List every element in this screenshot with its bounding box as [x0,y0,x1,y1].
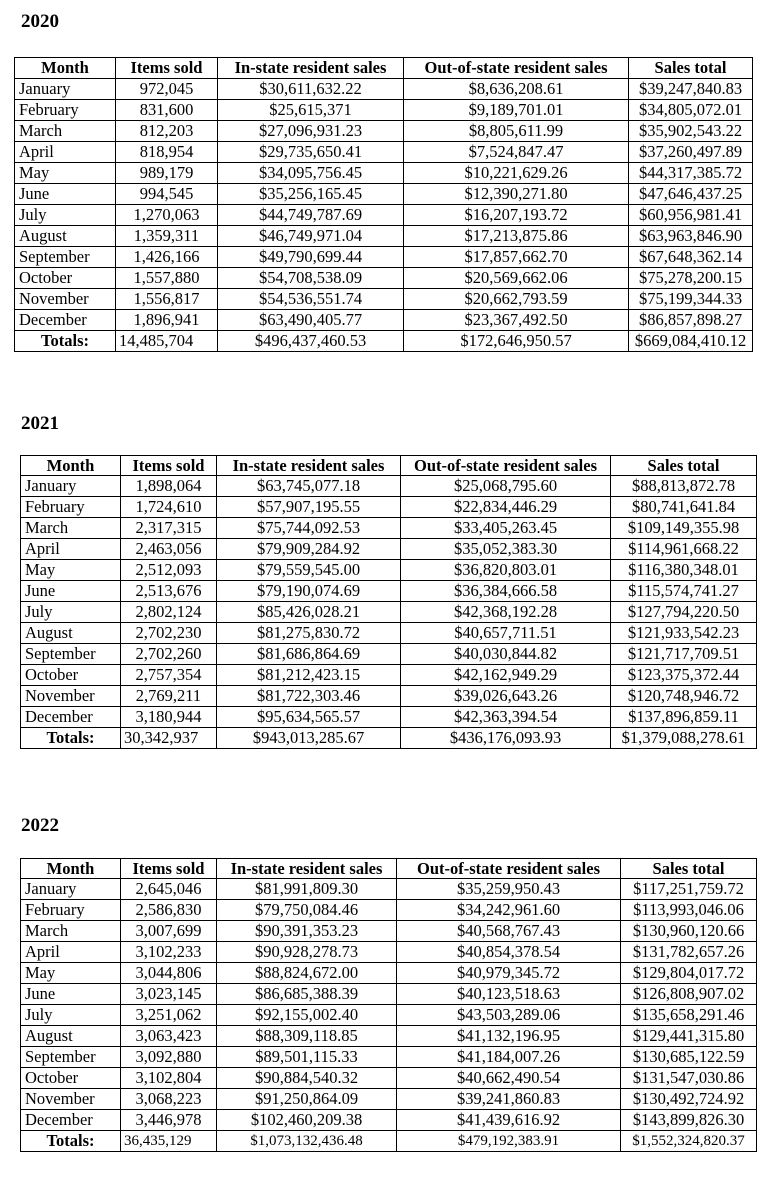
cell-sales-total: $75,199,344.33 [629,289,753,310]
cell-out-of-state-sales: $8,805,611.99 [404,121,629,142]
cell-in-state-sales: $88,824,672.00 [217,963,397,984]
sales-table-2020 [14,57,753,352]
header-items-sold: Items sold [116,58,218,79]
cell-out-of-state-sales: $9,189,701.01 [404,100,629,121]
cell-items-sold: 972,045 [116,79,218,100]
cell-sales-total: $88,813,872.78 [611,476,757,497]
cell-sales-total: $129,441,315.80 [621,1026,757,1047]
cell-out-of-state-sales: $41,439,616.92 [397,1110,621,1131]
cell-month: August [15,226,116,247]
cell-items-sold: 1,426,166 [116,247,218,268]
cell-out-of-state-sales: $39,026,643.26 [401,686,611,707]
cell-in-state-sales: $46,749,971.04 [218,226,404,247]
table-row [15,79,753,100]
table-row [21,686,757,707]
cell-in-state-sales: $81,212,423.15 [217,665,401,686]
table-row [15,247,753,268]
cell-items-sold: 1,898,064 [121,476,217,497]
cell-items-sold: 3,068,223 [121,1089,217,1110]
cell-in-state-sales: $79,190,074.69 [217,581,401,602]
cell-items-sold: 3,102,804 [121,1068,217,1089]
cell-month: October [21,665,121,686]
cell-sales-total: $75,278,200.15 [629,268,753,289]
cell-sales-total: $116,380,348.01 [611,560,757,581]
total-in-state-sales: $943,013,285.67 [217,728,401,749]
cell-month: July [21,1005,121,1026]
cell-sales-total: $37,260,497.89 [629,142,753,163]
cell-out-of-state-sales: $42,368,192.28 [401,602,611,623]
cell-out-of-state-sales: $12,390,271.80 [404,184,629,205]
cell-out-of-state-sales: $10,221,629.26 [404,163,629,184]
cell-out-of-state-sales: $33,405,263.45 [401,518,611,539]
table-header-row [21,859,757,879]
header-month: Month [21,859,121,879]
table-row [15,226,753,247]
cell-items-sold: 1,896,941 [116,310,218,331]
total-in-state-sales: $496,437,460.53 [218,331,404,352]
table-row [21,1005,757,1026]
cell-in-state-sales: $63,490,405.77 [218,310,404,331]
cell-out-of-state-sales: $35,052,383.30 [401,539,611,560]
header-in-state-sales: In-state resident sales [217,859,397,879]
cell-in-state-sales: $86,685,388.39 [217,984,397,1005]
cell-month: November [21,686,121,707]
cell-in-state-sales: $95,634,565.57 [217,707,401,728]
cell-items-sold: 818,954 [116,142,218,163]
cell-items-sold: 2,757,354 [121,665,217,686]
cell-month: September [21,644,121,665]
cell-items-sold: 2,586,830 [121,900,217,921]
cell-items-sold: 3,102,233 [121,942,217,963]
header-month: Month [15,58,116,79]
cell-sales-total: $117,251,759.72 [621,879,757,900]
table-row [15,184,753,205]
total-items-sold: 36,435,129 [121,1131,217,1152]
cell-items-sold: 994,545 [116,184,218,205]
cell-items-sold: 1,724,610 [121,497,217,518]
cell-sales-total: $123,375,372.44 [611,665,757,686]
cell-items-sold: 3,007,699 [121,921,217,942]
cell-sales-total: $120,748,946.72 [611,686,757,707]
table-row [15,310,753,331]
cell-month: January [21,879,121,900]
cell-items-sold: 3,180,944 [121,707,217,728]
cell-month: September [15,247,116,268]
cell-out-of-state-sales: $7,524,847.47 [404,142,629,163]
table-row [21,560,757,581]
totals-row [21,728,757,749]
cell-sales-total: $143,899,826.30 [621,1110,757,1131]
table-row [15,121,753,142]
cell-month: March [21,518,121,539]
cell-items-sold: 2,769,211 [121,686,217,707]
cell-items-sold: 1,359,311 [116,226,218,247]
cell-sales-total: $130,960,120.66 [621,921,757,942]
table-row [21,581,757,602]
cell-sales-total: $137,896,859.11 [611,707,757,728]
total-items-sold: 14,485,704 [116,331,218,352]
cell-sales-total: $39,247,840.83 [629,79,753,100]
table-row [21,1110,757,1131]
header-in-state-sales: In-state resident sales [218,58,404,79]
table-row [15,289,753,310]
sales-table-2022 [20,858,757,1152]
cell-sales-total: $80,741,641.84 [611,497,757,518]
header-sales-total: Sales total [629,58,753,79]
table-row [21,602,757,623]
cell-sales-total: $115,574,741.27 [611,581,757,602]
cell-month: December [15,310,116,331]
cell-month: June [15,184,116,205]
cell-out-of-state-sales: $40,657,711.51 [401,623,611,644]
table-header-row [15,58,753,79]
total-out-of-state-sales: $479,192,383.91 [397,1131,621,1152]
table-row [21,1068,757,1089]
cell-sales-total: $135,658,291.46 [621,1005,757,1026]
cell-month: March [21,921,121,942]
cell-sales-total: $67,648,362.14 [629,247,753,268]
year-heading-2022: 2022 [21,815,59,836]
cell-in-state-sales: $57,907,195.55 [217,497,401,518]
cell-in-state-sales: $81,686,864.69 [217,644,401,665]
cell-month: June [21,984,121,1005]
cell-in-state-sales: $79,750,084.46 [217,900,397,921]
cell-in-state-sales: $90,884,540.32 [217,1068,397,1089]
cell-out-of-state-sales: $20,569,662.06 [404,268,629,289]
cell-sales-total: $35,902,543.22 [629,121,753,142]
header-items-sold: Items sold [121,456,217,476]
cell-out-of-state-sales: $42,363,394.54 [401,707,611,728]
cell-sales-total: $63,963,846.90 [629,226,753,247]
table-row [21,1089,757,1110]
cell-in-state-sales: $92,155,002.40 [217,1005,397,1026]
cell-sales-total: $130,492,724.92 [621,1089,757,1110]
cell-month: May [15,163,116,184]
table-row [15,100,753,121]
cell-out-of-state-sales: $42,162,949.29 [401,665,611,686]
cell-items-sold: 989,179 [116,163,218,184]
cell-sales-total: $130,685,122.59 [621,1047,757,1068]
cell-out-of-state-sales: $40,854,378.54 [397,942,621,963]
cell-sales-total: $34,805,072.01 [629,100,753,121]
table-row [21,644,757,665]
cell-out-of-state-sales: $8,636,208.61 [404,79,629,100]
total-out-of-state-sales: $172,646,950.57 [404,331,629,352]
header-sales-total: Sales total [611,456,757,476]
cell-in-state-sales: $75,744,092.53 [217,518,401,539]
cell-in-state-sales: $89,501,115.33 [217,1047,397,1068]
header-month: Month [21,456,121,476]
cell-sales-total: $131,547,030.86 [621,1068,757,1089]
cell-sales-total: $114,961,668.22 [611,539,757,560]
cell-sales-total: $109,149,355.98 [611,518,757,539]
cell-out-of-state-sales: $20,662,793.59 [404,289,629,310]
cell-items-sold: 2,512,093 [121,560,217,581]
year-heading-2020: 2020 [21,11,59,32]
totals-label: Totals: [21,728,121,749]
total-out-of-state-sales: $436,176,093.93 [401,728,611,749]
cell-in-state-sales: $91,250,864.09 [217,1089,397,1110]
cell-out-of-state-sales: $40,123,518.63 [397,984,621,1005]
cell-in-state-sales: $30,611,632.22 [218,79,404,100]
cell-out-of-state-sales: $34,242,961.60 [397,900,621,921]
cell-in-state-sales: $27,096,931.23 [218,121,404,142]
cell-month: October [15,268,116,289]
cell-items-sold: 2,513,676 [121,581,217,602]
cell-month: May [21,560,121,581]
cell-items-sold: 3,251,062 [121,1005,217,1026]
cell-month: April [15,142,116,163]
total-sales-total: $669,084,410.12 [629,331,753,352]
table-row [21,900,757,921]
cell-items-sold: 812,203 [116,121,218,142]
cell-sales-total: $131,782,657.26 [621,942,757,963]
header-in-state-sales: In-state resident sales [217,456,401,476]
totals-row [15,331,753,352]
cell-items-sold: 3,446,978 [121,1110,217,1131]
cell-items-sold: 831,600 [116,100,218,121]
cell-month: July [21,602,121,623]
cell-month: December [21,707,121,728]
cell-out-of-state-sales: $43,503,289.06 [397,1005,621,1026]
cell-out-of-state-sales: $35,259,950.43 [397,879,621,900]
cell-month: July [15,205,116,226]
year-heading-2021: 2021 [21,413,59,434]
header-items-sold: Items sold [121,859,217,879]
cell-items-sold: 2,802,124 [121,602,217,623]
cell-in-state-sales: $81,275,830.72 [217,623,401,644]
cell-in-state-sales: $90,928,278.73 [217,942,397,963]
cell-items-sold: 3,092,880 [121,1047,217,1068]
cell-in-state-sales: $34,095,756.45 [218,163,404,184]
cell-out-of-state-sales: $40,030,844.82 [401,644,611,665]
cell-in-state-sales: $79,559,545.00 [217,560,401,581]
table-row [21,518,757,539]
cell-out-of-state-sales: $23,367,492.50 [404,310,629,331]
total-items-sold: 30,342,937 [121,728,217,749]
cell-sales-total: $129,804,017.72 [621,963,757,984]
table-row [21,707,757,728]
cell-sales-total: $127,794,220.50 [611,602,757,623]
cell-month: February [21,900,121,921]
cell-out-of-state-sales: $41,132,196.95 [397,1026,621,1047]
cell-month: September [21,1047,121,1068]
cell-in-state-sales: $102,460,209.38 [217,1110,397,1131]
total-sales-total: $1,552,324,820.37 [621,1131,757,1152]
cell-items-sold: 3,063,423 [121,1026,217,1047]
cell-month: April [21,942,121,963]
cell-items-sold: 3,044,806 [121,963,217,984]
cell-items-sold: 2,645,046 [121,879,217,900]
cell-out-of-state-sales: $22,834,446.29 [401,497,611,518]
table-row [21,984,757,1005]
cell-in-state-sales: $44,749,787.69 [218,205,404,226]
cell-month: August [21,623,121,644]
totals-label: Totals: [21,1131,121,1152]
cell-out-of-state-sales: $40,979,345.72 [397,963,621,984]
cell-month: October [21,1068,121,1089]
cell-out-of-state-sales: $17,857,662.70 [404,247,629,268]
cell-sales-total: $47,646,437.25 [629,184,753,205]
cell-month: May [21,963,121,984]
totals-row [21,1131,757,1152]
cell-items-sold: 1,270,063 [116,205,218,226]
total-sales-total: $1,379,088,278.61 [611,728,757,749]
header-out-of-state-sales: Out-of-state resident sales [401,456,611,476]
table-row [15,163,753,184]
cell-in-state-sales: $35,256,165.45 [218,184,404,205]
table-row [21,1047,757,1068]
cell-in-state-sales: $79,909,284.92 [217,539,401,560]
table-row [21,879,757,900]
cell-out-of-state-sales: $36,820,803.01 [401,560,611,581]
cell-month: January [21,476,121,497]
cell-out-of-state-sales: $16,207,193.72 [404,205,629,226]
cell-sales-total: $126,808,907.02 [621,984,757,1005]
cell-month: February [21,497,121,518]
cell-month: November [21,1089,121,1110]
cell-out-of-state-sales: $40,662,490.54 [397,1068,621,1089]
cell-in-state-sales: $81,722,303.46 [217,686,401,707]
table-row [15,268,753,289]
cell-out-of-state-sales: $17,213,875.86 [404,226,629,247]
cell-out-of-state-sales: $36,384,666.58 [401,581,611,602]
cell-in-state-sales: $63,745,077.18 [217,476,401,497]
cell-items-sold: 1,556,817 [116,289,218,310]
cell-sales-total: $113,993,046.06 [621,900,757,921]
cell-month: November [15,289,116,310]
table-row [21,942,757,963]
cell-in-state-sales: $54,536,551.74 [218,289,404,310]
cell-in-state-sales: $49,790,699.44 [218,247,404,268]
table-row [15,205,753,226]
table-row [21,963,757,984]
table-row [21,497,757,518]
cell-month: August [21,1026,121,1047]
cell-in-state-sales: $85,426,028.21 [217,602,401,623]
table-header-row [21,456,757,476]
table-row [15,142,753,163]
cell-sales-total: $44,317,385.72 [629,163,753,184]
cell-items-sold: 3,023,145 [121,984,217,1005]
cell-items-sold: 2,317,315 [121,518,217,539]
cell-sales-total: $121,717,709.51 [611,644,757,665]
cell-month: December [21,1110,121,1131]
cell-sales-total: $121,933,542.23 [611,623,757,644]
table-row [21,539,757,560]
totals-label: Totals: [15,331,116,352]
cell-in-state-sales: $88,309,118.85 [217,1026,397,1047]
sales-table-2021 [20,455,757,749]
cell-in-state-sales: $81,991,809.30 [217,879,397,900]
cell-out-of-state-sales: $40,568,767.43 [397,921,621,942]
table-row [21,921,757,942]
table-row [21,623,757,644]
cell-out-of-state-sales: $39,241,860.83 [397,1089,621,1110]
table-row [21,1026,757,1047]
cell-month: March [15,121,116,142]
cell-out-of-state-sales: $25,068,795.60 [401,476,611,497]
header-out-of-state-sales: Out-of-state resident sales [404,58,629,79]
cell-month: February [15,100,116,121]
cell-in-state-sales: $25,615,371 [218,100,404,121]
cell-items-sold: 1,557,880 [116,268,218,289]
cell-in-state-sales: $90,391,353.23 [217,921,397,942]
cell-in-state-sales: $54,708,538.09 [218,268,404,289]
cell-items-sold: 2,463,056 [121,539,217,560]
cell-sales-total: $86,857,898.27 [629,310,753,331]
table-row [21,476,757,497]
cell-sales-total: $60,956,981.41 [629,205,753,226]
cell-items-sold: 2,702,260 [121,644,217,665]
cell-month: April [21,539,121,560]
cell-out-of-state-sales: $41,184,007.26 [397,1047,621,1068]
total-in-state-sales: $1,073,132,436.48 [217,1131,397,1152]
cell-in-state-sales: $29,735,650.41 [218,142,404,163]
header-out-of-state-sales: Out-of-state resident sales [397,859,621,879]
cell-month: June [21,581,121,602]
table-row [21,665,757,686]
header-sales-total: Sales total [621,859,757,879]
cell-items-sold: 2,702,230 [121,623,217,644]
cell-month: January [15,79,116,100]
